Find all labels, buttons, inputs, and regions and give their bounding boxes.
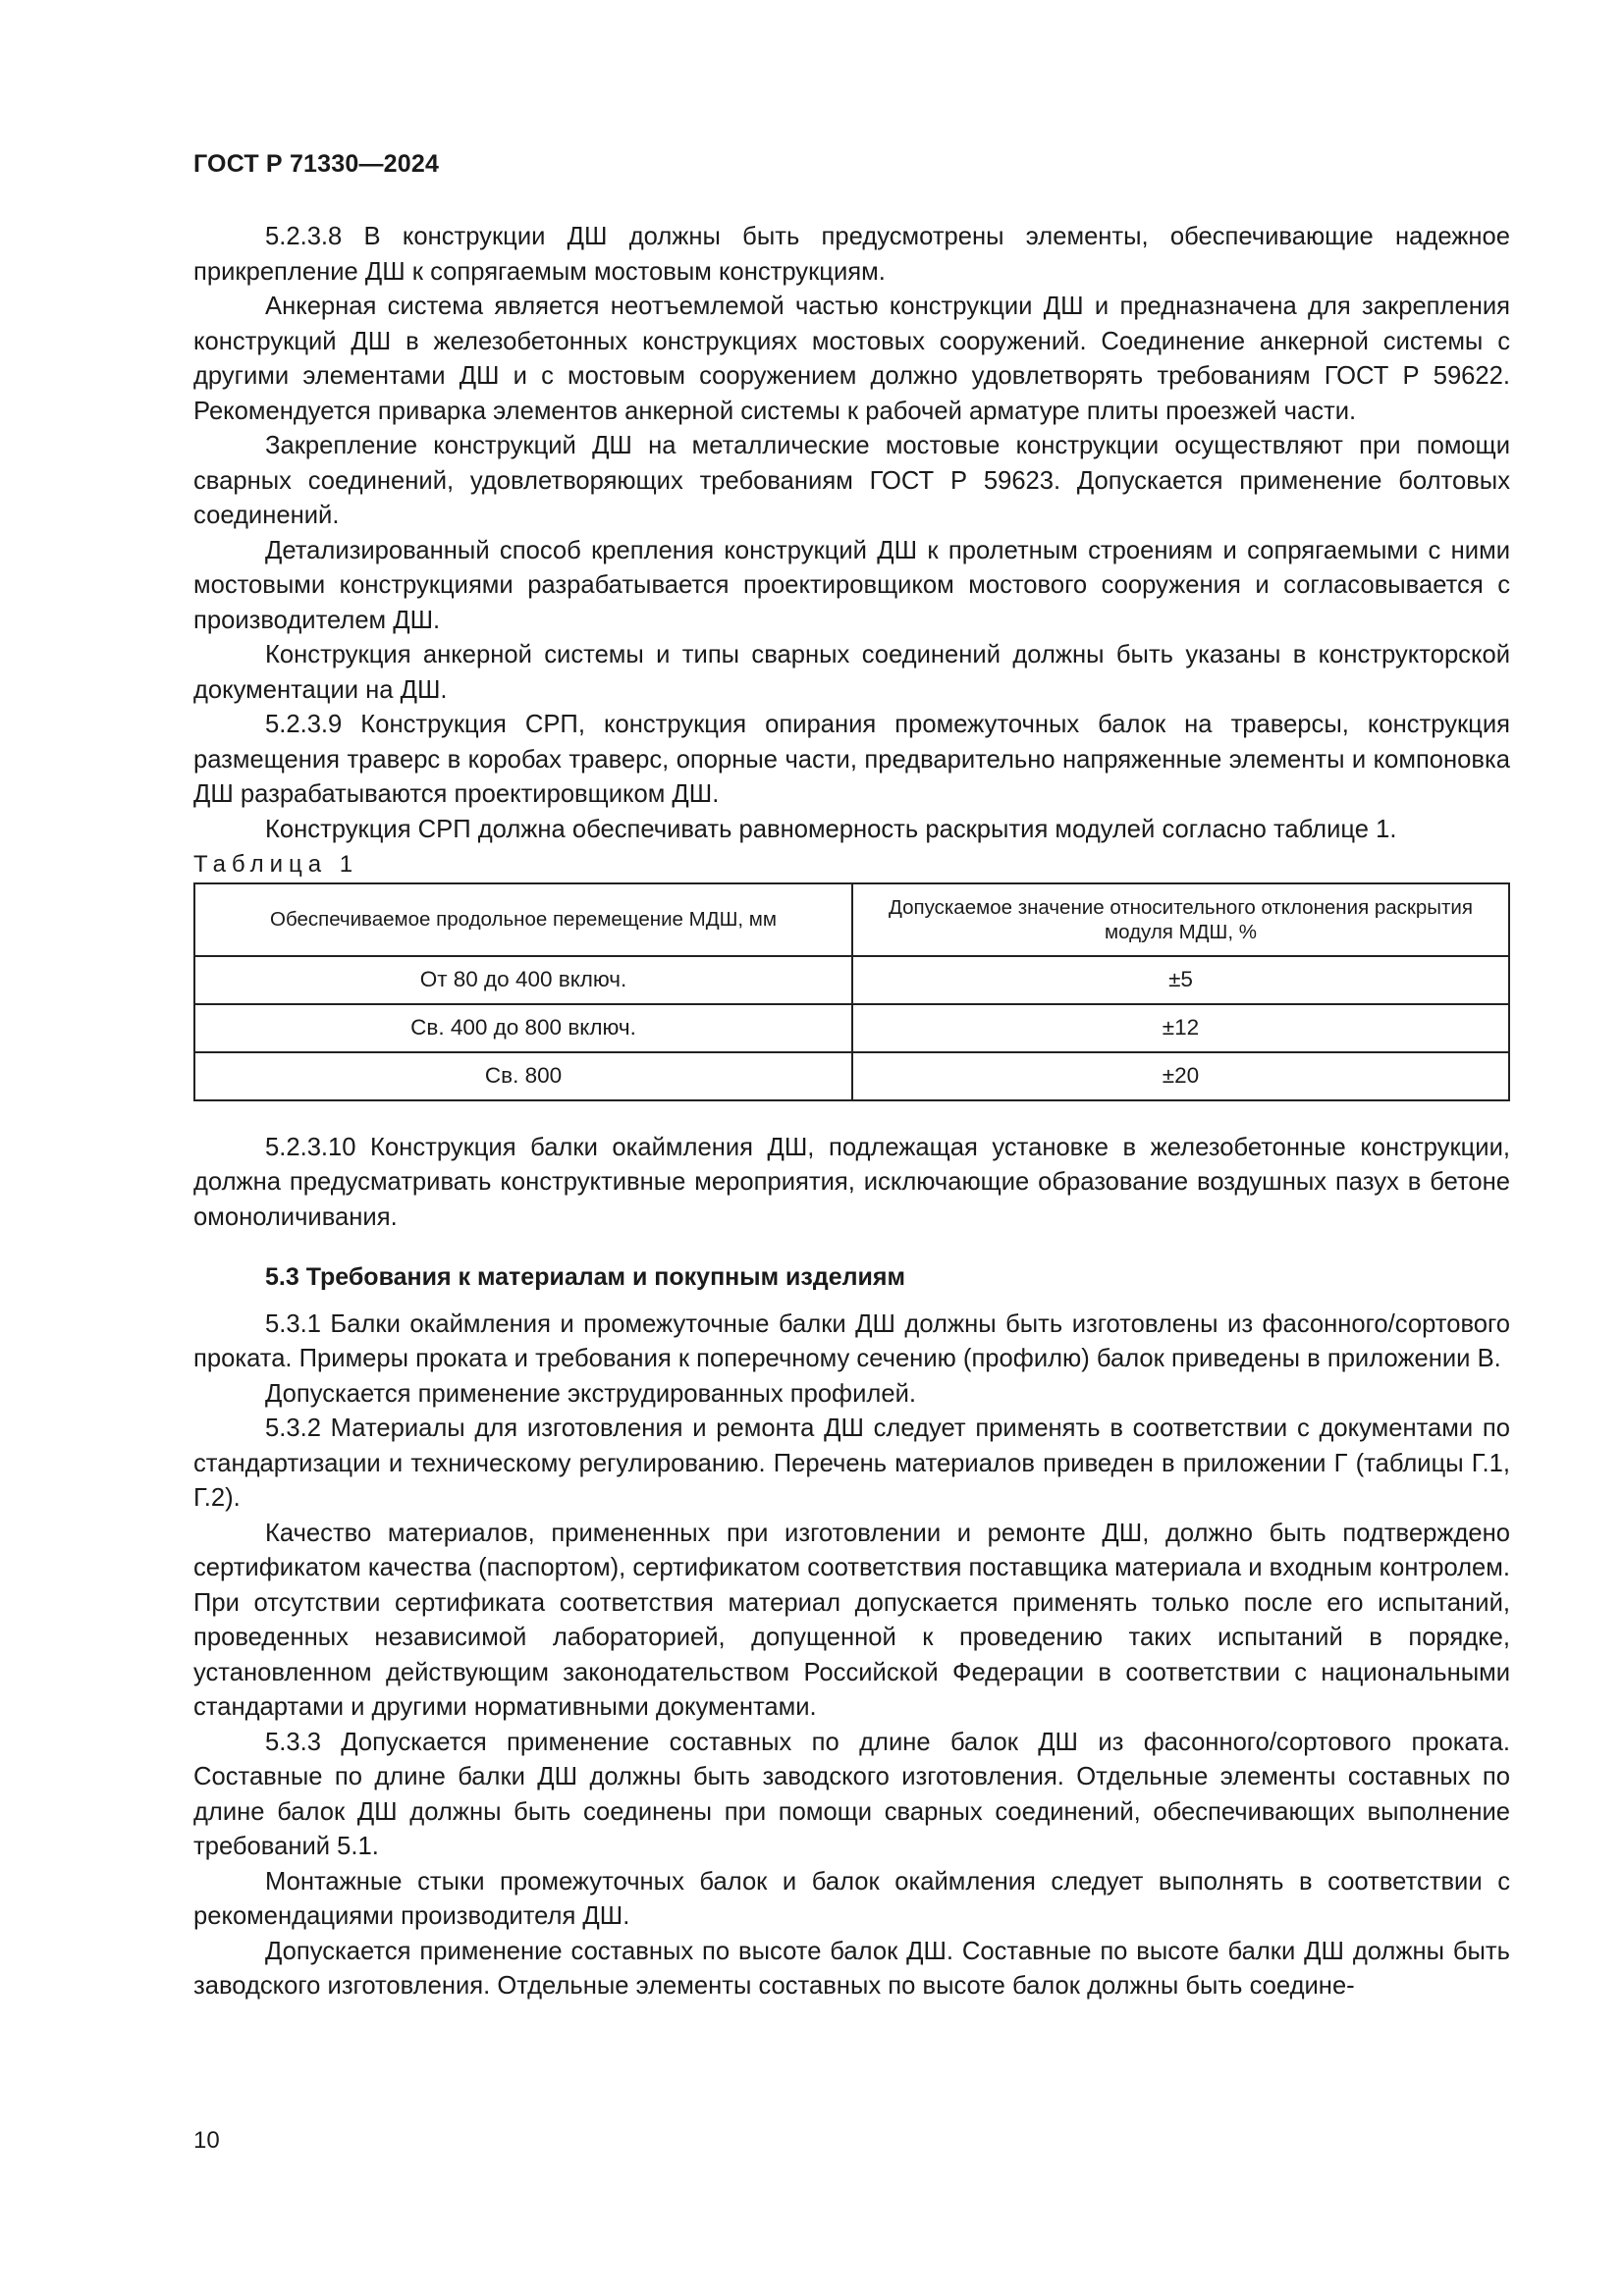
- paragraph: 5.2.3.9 Конструкция СРП, конструкция опирания промежуточных балок на траверсы, конструкция размещения траверс в коробах траверс, опорные части, предварительно напряженные элементы и компоновка ДШ разрабатываются проектировщиком ДШ.: [193, 711, 1510, 808]
- paragraph: Монтажные стыки промежуточных балок и балок окаймления следует выполнять в соответствии с рекомендациями производителя ДШ.: [193, 1867, 1510, 1930]
- table-row: [194, 1052, 1509, 1100]
- document-body: [193, 220, 1510, 2004]
- table-cell: Св. 400 до 800 включ.: [194, 1004, 852, 1052]
- paragraph: Конструкция анкерной системы и типы сварных соединений должны быть указаны в конструкторской документации на ДШ.: [193, 641, 1510, 704]
- paragraph: 5.2.3.10 Конструкция балки окаймления ДШ, подлежащая установке в железобетонные конструкции, должна предусматривать конструктивные мероприятия, исключающие образование воздушных пазух в бетоне омоноличивания.: [193, 1133, 1510, 1231]
- paragraph: 5.3.1 Балки окаймления и промежуточные балки ДШ должны быть изготовлены из фасонного/сортового проката. Примеры проката и требования к поперечному сечению (профилю) балок приведены в приложении В.: [193, 1309, 1510, 1372]
- paragraph: 5.2.3.8 В конструкции ДШ должны быть предусмотрены элементы, обеспечивающие надежное прикрепление ДШ к сопрягаемым мостовым конструкциям.: [193, 223, 1510, 286]
- table-caption: Таблица 1: [193, 851, 359, 878]
- table-header-cell: Обеспечиваемое продольное перемещение МДШ, мм: [194, 883, 852, 956]
- paragraph: Допускается применение составных по высоте балок ДШ. Составные по высоте балки ДШ должны быть заводского изготовления. Отдельные элементы составных по высоте балок должны быть соедине-: [193, 1937, 1510, 2000]
- paragraph: Анкерная система является неотъемлемой частью конструкции ДШ и предназначена для закрепления конструкций ДШ в железобетонных конструкциях мостовых сооружений. Соединение анкерной системы с другими элементами ДШ и с мостовым сооружением должно удовлетворять требованиям ГОСТ Р 59622. Рекомендуется приварка элементов анкерной системы к рабочей арматуре плиты проезжей части.: [193, 293, 1510, 425]
- table-cell: Св. 800: [194, 1052, 852, 1100]
- table-cell: ±5: [852, 956, 1509, 1004]
- tolerance-table: [193, 882, 1510, 1101]
- paragraph: 5.3.2 Материалы для изготовления и ремонта ДШ следует применять в соответствии с документами по стандартизации и техническому регулированию. Перечень материалов приведен в приложении Г (таблицы Г.1, Г.2).: [193, 1415, 1510, 1512]
- paragraph: Качество материалов, примененных при изготовлении и ремонте ДШ, должно быть подтверждено сертификатом качества (паспортом), сертификатом соответствия поставщика материала и входным контролем. При отсутствии сертификата соответствия материал допускается применять только после его испытаний, проведенных независимой лабораторией, допущенной к проведению таких испытаний в порядке, установленном действующим законодательством Российской Федерации в соответствии с национальными стандартами и другими нормативными документами.: [193, 1519, 1510, 1721]
- paragraph: 5.3.3 Допускается применение составных по длине балок ДШ из фасонного/сортового проката. Составные по длине балки ДШ должны быть заводского изготовления. Отдельные элементы составных по длине балок ДШ должны быть соединены при помощи сварных соединений, обеспечивающих выполнение требований 5.1.: [193, 1728, 1510, 1860]
- page-number: 10: [193, 2127, 220, 2154]
- document-header: ГОСТ Р 71330—2024: [193, 150, 440, 178]
- table-header-cell: Допускаемое значение относительного отклонения раскрытия модуля МДШ, %: [852, 883, 1509, 956]
- paragraph: Допускается применение экструдированных профилей.: [265, 1379, 916, 1408]
- table-cell: ±20: [852, 1052, 1509, 1100]
- section-heading: 5.3 Требования к материалам и покупным изделиям: [265, 1263, 905, 1291]
- table-cell: От 80 до 400 включ.: [194, 956, 852, 1004]
- paragraph: Конструкция СРП должна обеспечивать равномерность раскрытия модулей согласно таблице 1.: [265, 815, 1397, 843]
- paragraph: Закрепление конструкций ДШ на металлические мостовые конструкции осуществляют при помощи сварных соединений, удовлетворяющих требованиям ГОСТ Р 59623. Допускается применение болтовых соединений.: [193, 432, 1510, 529]
- paragraph: Детализированный способ крепления конструкций ДШ к пролетным строениям и сопрягаемыми с ними мостовыми конструкциями разрабатывается проектировщиком мостового сооружения и согласовывается с производителем ДШ.: [193, 536, 1510, 634]
- table-row: [194, 1004, 1509, 1052]
- table-cell: ±12: [852, 1004, 1509, 1052]
- table-header-row: [194, 883, 1509, 956]
- table-row: [194, 956, 1509, 1004]
